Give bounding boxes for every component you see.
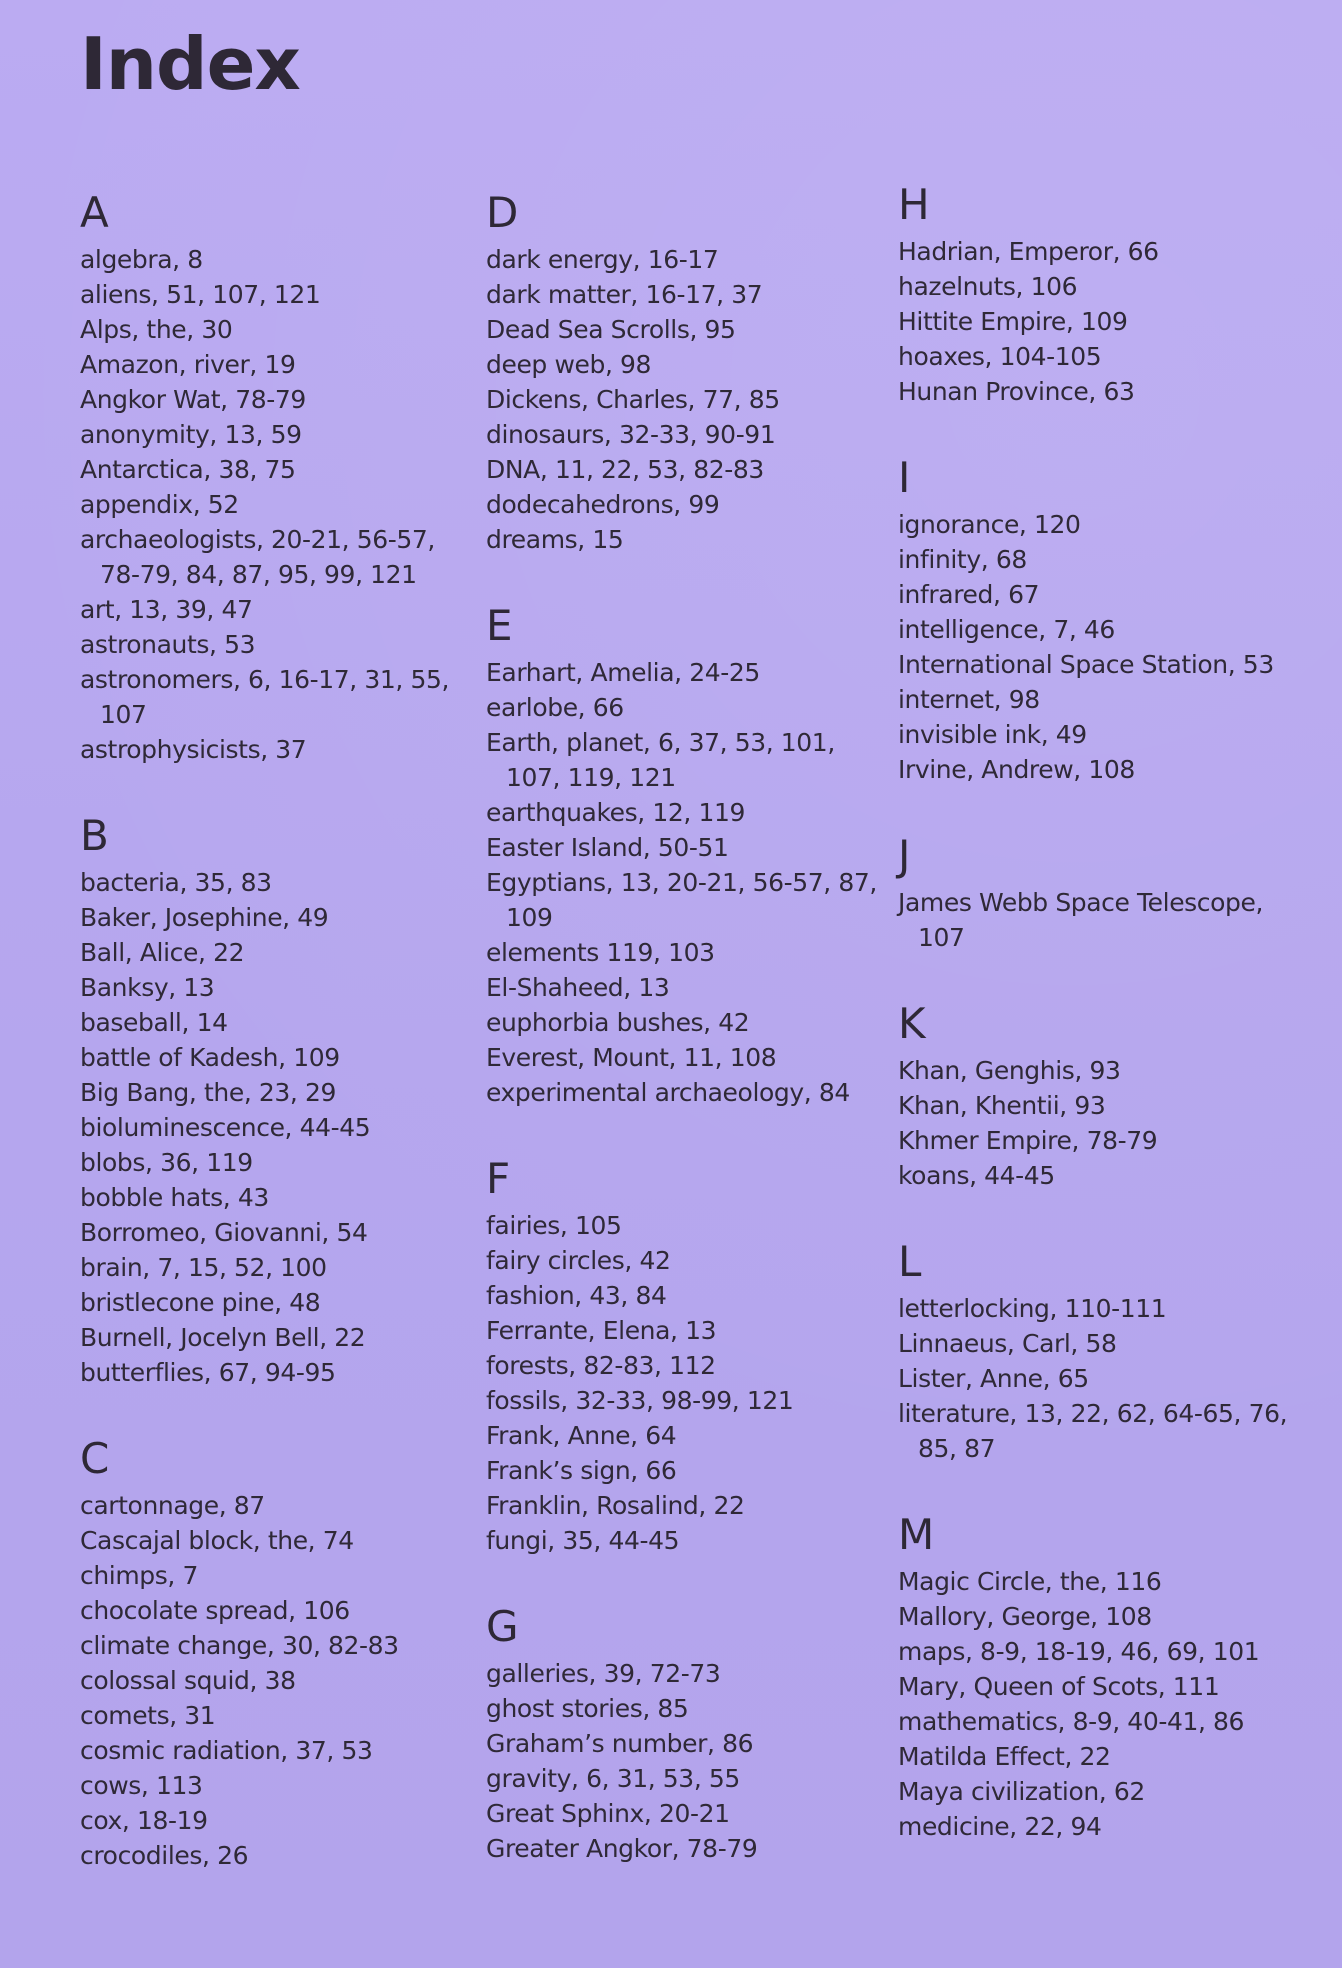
index-entry: Dead Sea Scrolls, 95 xyxy=(486,315,736,344)
index-entry: literature, 13, 22, 62, 64-65, 76, 85, 87 xyxy=(898,1399,1288,1463)
index-entry: astronomers, 6, 16-17, 31, 55, 107 xyxy=(80,665,450,729)
index-entry: cows, 113 xyxy=(80,1771,203,1800)
index-entry: Egyptians, 13, 20-21, 56-57, 87, 109 xyxy=(486,868,877,932)
entry-list xyxy=(898,1564,1298,1844)
index-entry: cosmic radiation, 37, 53 xyxy=(80,1736,373,1765)
index-entry: intelligence, 7, 46 xyxy=(898,615,1115,644)
section-letter: H xyxy=(898,180,930,229)
index-entry: art, 13, 39, 47 xyxy=(80,595,253,624)
index-column-2 xyxy=(486,188,886,1910)
index-entry: Greater Angkor, 78-79 xyxy=(486,1834,758,1863)
index-entry: gravity, 6, 31, 53, 55 xyxy=(486,1764,740,1793)
section-letter: B xyxy=(80,811,109,860)
index-entry: Hadrian, Emperor, 66 xyxy=(898,237,1159,266)
index-entry: Irvine, Andrew, 108 xyxy=(898,755,1135,784)
index-entry: Franklin, Rosalind, 22 xyxy=(486,1491,745,1520)
index-entry: brain, 7, 15, 52, 100 xyxy=(80,1253,327,1282)
index-section xyxy=(486,1602,886,1866)
index-entry: Antarctica, 38, 75 xyxy=(80,455,296,484)
section-letter: K xyxy=(898,999,926,1048)
section-letter: G xyxy=(486,1602,519,1651)
index-entry: Ball, Alice, 22 xyxy=(80,938,245,967)
entry-list xyxy=(80,865,480,1390)
index-entry: crocodiles, 26 xyxy=(80,1841,249,1870)
index-entry: DNA, 11, 22, 53, 82-83 xyxy=(486,455,764,484)
section-letter: M xyxy=(898,1510,935,1559)
index-entry: dodecahedrons, 99 xyxy=(486,490,720,519)
section-letter: I xyxy=(898,453,911,502)
index-entry: dark matter, 16-17, 37 xyxy=(486,280,763,309)
index-entry: hoaxes, 104-105 xyxy=(898,342,1102,371)
section-letter: D xyxy=(486,188,519,237)
index-section xyxy=(898,1237,1298,1466)
index-entry: algebra, 8 xyxy=(80,245,203,274)
index-entry: Dickens, Charles, 77, 85 xyxy=(486,385,780,414)
index-section xyxy=(898,180,1298,409)
index-entry: fossils, 32-33, 98-99, 121 xyxy=(486,1386,794,1415)
index-entry: Earhart, Amelia, 24-25 xyxy=(486,658,760,687)
entry-list xyxy=(898,507,1298,787)
index-entry: infrared, 67 xyxy=(898,580,1040,609)
index-entry: astrophysicists, 37 xyxy=(80,735,307,764)
index-entry: cartonnage, 87 xyxy=(80,1491,265,1520)
index-entry: anonymity, 13, 59 xyxy=(80,420,302,449)
index-entry: Burnell, Jocelyn Bell, 22 xyxy=(80,1323,366,1352)
index-entry: Khmer Empire, 78-79 xyxy=(898,1126,1158,1155)
index-entry: Banksy, 13 xyxy=(80,973,215,1002)
index-section xyxy=(80,188,480,767)
index-entry: internet, 98 xyxy=(898,685,1040,714)
index-entry: bristlecone pine, 48 xyxy=(80,1288,321,1317)
index-entry: comets, 31 xyxy=(80,1701,216,1730)
index-entry: infinity, 68 xyxy=(898,545,1027,574)
index-entry: Hunan Province, 63 xyxy=(898,377,1135,406)
index-entry: deep web, 98 xyxy=(486,350,652,379)
index-entry: fairies, 105 xyxy=(486,1211,622,1240)
index-entry: medicine, 22, 94 xyxy=(898,1812,1102,1841)
index-entry: chocolate spread, 106 xyxy=(80,1596,350,1625)
index-entry: Baker, Josephine, 49 xyxy=(80,903,329,932)
section-letter: A xyxy=(80,188,109,237)
index-entry: galleries, 39, 72-73 xyxy=(486,1659,721,1688)
section-letter: F xyxy=(486,1154,511,1203)
index-entry: earthquakes, 12, 119 xyxy=(486,798,745,827)
index-column-3 xyxy=(898,180,1298,1888)
index-entry: chimps, 7 xyxy=(80,1561,198,1590)
index-entry: ghost stories, 85 xyxy=(486,1694,689,1723)
index-entry: butterflies, 67, 94-95 xyxy=(80,1358,336,1387)
entry-list xyxy=(898,234,1298,409)
index-entry: bobble hats, 43 xyxy=(80,1183,269,1212)
entry-list xyxy=(898,1053,1298,1193)
index-section xyxy=(80,811,480,1390)
index-entry: Great Sphinx, 20-21 xyxy=(486,1799,730,1828)
index-entry: Mary, Queen of Scots, 111 xyxy=(898,1672,1220,1701)
index-entry: Frank, Anne, 64 xyxy=(486,1421,677,1450)
index-entry: experimental archaeology, 84 xyxy=(486,1078,850,1107)
index-entry: James Webb Space Telescope, 107 xyxy=(898,888,1264,952)
index-entry: euphorbia bushes, 42 xyxy=(486,1008,750,1037)
index-entry: Easter Island, 50-51 xyxy=(486,833,729,862)
section-letter: J xyxy=(898,831,911,880)
index-entry: climate change, 30, 82-83 xyxy=(80,1631,399,1660)
index-entry: cox, 18-19 xyxy=(80,1806,208,1835)
index-section xyxy=(898,1510,1298,1844)
entry-list xyxy=(80,1488,480,1873)
index-entry: koans, 44-45 xyxy=(898,1161,1055,1190)
index-entry: colossal squid, 38 xyxy=(80,1666,296,1695)
index-entry: Magic Circle, the, 116 xyxy=(898,1567,1162,1596)
section-letter: L xyxy=(898,1237,922,1286)
index-entry: Hittite Empire, 109 xyxy=(898,307,1128,336)
index-entry: Khan, Khentii, 93 xyxy=(898,1091,1106,1120)
index-entry: aliens, 51, 107, 121 xyxy=(80,280,321,309)
index-entry: Ferrante, Elena, 13 xyxy=(486,1316,717,1345)
entry-list xyxy=(80,242,480,767)
index-entry: earlobe, 66 xyxy=(486,693,624,722)
page-title: Index xyxy=(80,22,300,106)
index-entry: Angkor Wat, 78-79 xyxy=(80,385,306,414)
index-section xyxy=(486,1154,886,1558)
index-section xyxy=(486,601,886,1110)
index-entry: fairy circles, 42 xyxy=(486,1246,671,1275)
index-entry: dreams, 15 xyxy=(486,525,624,554)
index-entry: maps, 8-9, 18-19, 46, 69, 101 xyxy=(898,1637,1260,1666)
entry-list xyxy=(898,1291,1298,1466)
index-entry: fungi, 35, 44-45 xyxy=(486,1526,680,1555)
index-entry: Frank’s sign, 66 xyxy=(486,1456,677,1485)
index-entry: Khan, Genghis, 93 xyxy=(898,1056,1121,1085)
index-entry: archaeologists, 20-21, 56-57, 78-79, 84, 87, 95, 99, 121 xyxy=(80,525,435,589)
index-entry: Borromeo, Giovanni, 54 xyxy=(80,1218,368,1247)
entry-list xyxy=(898,885,1298,955)
index-entry: Matilda Effect, 22 xyxy=(898,1742,1111,1771)
entry-list xyxy=(486,242,886,557)
index-entry: letterlocking, 110-111 xyxy=(898,1294,1167,1323)
index-entry: ignorance, 120 xyxy=(898,510,1081,539)
index-section xyxy=(486,188,886,557)
index-entry: baseball, 14 xyxy=(80,1008,228,1037)
index-entry: Earth, planet, 6, 37, 53, 101, 107, 119, 121 xyxy=(486,728,835,792)
entry-list xyxy=(486,655,886,1110)
entry-list xyxy=(486,1208,886,1558)
index-section xyxy=(898,999,1298,1193)
index-section xyxy=(80,1434,480,1873)
index-entry: bioluminescence, 44-45 xyxy=(80,1113,371,1142)
index-entry: appendix, 52 xyxy=(80,490,239,519)
index-entry: dark energy, 16-17 xyxy=(486,245,719,274)
index-entry: Alps, the, 30 xyxy=(80,315,233,344)
index-entry: dinosaurs, 32-33, 90-91 xyxy=(486,420,776,449)
index-entry: Maya civilization, 62 xyxy=(898,1777,1145,1806)
index-section xyxy=(898,831,1298,955)
index-entry: fashion, 43, 84 xyxy=(486,1281,667,1310)
index-entry: Mallory, George, 108 xyxy=(898,1602,1152,1631)
index-column-1 xyxy=(80,188,480,1917)
index-entry: mathematics, 8-9, 40-41, 86 xyxy=(898,1707,1245,1736)
index-entry: astronauts, 53 xyxy=(80,630,256,659)
index-entry: El-Shaheed, 13 xyxy=(486,973,670,1002)
index-section xyxy=(898,453,1298,787)
index-entry: Cascajal block, the, 74 xyxy=(80,1526,354,1555)
index-entry: bacteria, 35, 83 xyxy=(80,868,272,897)
section-letter: C xyxy=(80,1434,110,1483)
index-entry: International Space Station, 53 xyxy=(898,650,1274,679)
index-entry: Lister, Anne, 65 xyxy=(898,1364,1089,1393)
index-entry: elements 119, 103 xyxy=(486,938,715,967)
index-entry: invisible ink, 49 xyxy=(898,720,1087,749)
index-entry: blobs, 36, 119 xyxy=(80,1148,253,1177)
section-letter: E xyxy=(486,601,513,650)
index-entry: Linnaeus, Carl, 58 xyxy=(898,1329,1117,1358)
index-entry: Amazon, river, 19 xyxy=(80,350,296,379)
entry-list xyxy=(486,1656,886,1866)
index-entry: forests, 82-83, 112 xyxy=(486,1351,716,1380)
index-entry: Big Bang, the, 23, 29 xyxy=(80,1078,337,1107)
index-entry: battle of Kadesh, 109 xyxy=(80,1043,340,1072)
index-entry: Everest, Mount, 11, 108 xyxy=(486,1043,777,1072)
index-entry: Graham’s number, 86 xyxy=(486,1729,754,1758)
index-entry: hazelnuts, 106 xyxy=(898,272,1078,301)
